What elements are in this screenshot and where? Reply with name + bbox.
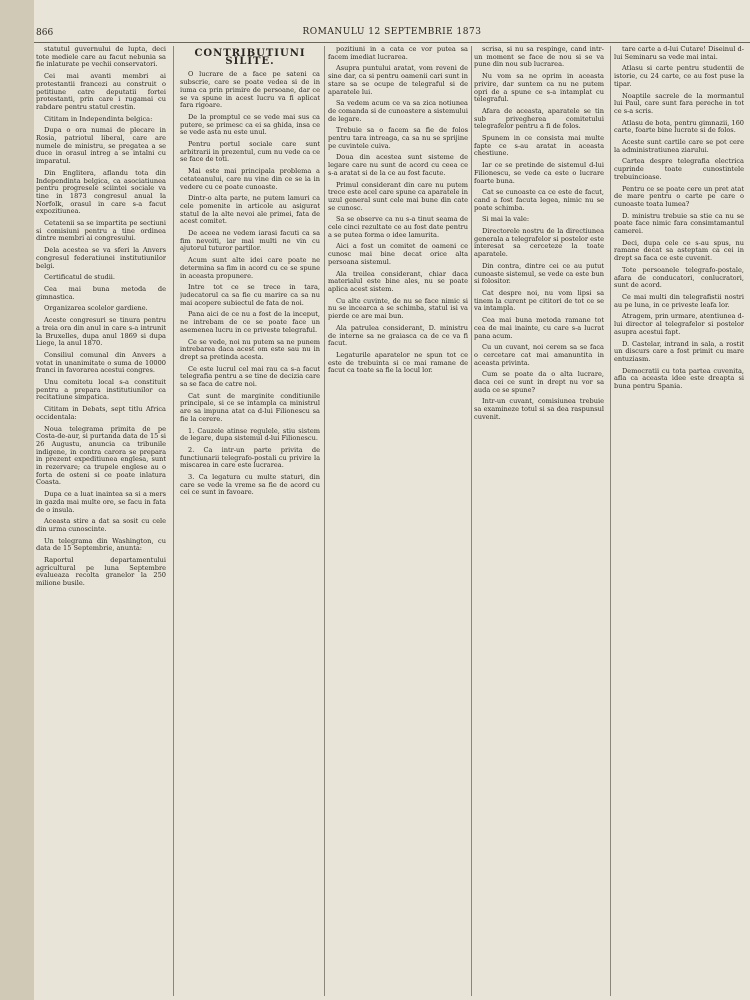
- article-paragraph: Afara de aceasta, aparatele se tin sub privegherea comitetului telegrafelor pentru a fi de folos.: [474, 106, 604, 131]
- column-3: [328, 46, 468, 1000]
- article-paragraph: Dintr-o alta parte, ne putem lamuri ca cele pomenite in articole au asigurat statul de la alte nevoi ale primei, fata de acest comitet.: [180, 194, 320, 226]
- article-paragraph: Cea mai buna metoda de gimnastica.: [36, 284, 166, 301]
- article-paragraph: Unu comitetu local s-a constituit pentru a prepara institutiunilor ca recitatiune simpatica.: [36, 378, 166, 402]
- article-paragraph: Dela acestea se va sferi la Anvers congresul federatiunei institutiunilor belgi.: [36, 246, 166, 270]
- article-paragraph: D. ministru trebuie sa stie ca nu se poate face nimic fara consimtamantul camerei.: [614, 211, 744, 236]
- article-paragraph: De aceea ne vedem iarasi facuti ca sa fim nevoiti, iar mai multi ne vin cu ajutorul tuturor partilor.: [180, 229, 320, 253]
- article-paragraph: tare carte a d-lui Cutare! Diseinul d-lui Seminaru sa vede mai intai.: [614, 46, 744, 61]
- column-4: [474, 46, 604, 1000]
- article-paragraph: Din contra, dintre cei ce au putut cunoaste sistemul, se vede ca este bun si folositor.: [474, 261, 604, 286]
- adjacent-page-edge: [0, 0, 34, 1000]
- article-paragraph: Cei mai avanti membri ai protestantii francezi au construit o petitiune catre deputatii fortei protestanti, prin care i rugamai cu rabdare pentru statul crestin.: [36, 72, 166, 111]
- article-paragraph: Dupa o ora numai de plecare in Rosia, patriotul liberal, care are numele de ministru, se pregatea a se duce in orasul intreg a se intalni cu imparatul.: [36, 126, 166, 166]
- columns: [34, 46, 750, 1000]
- article-paragraph: Cititam in Debats, sept titlu Africa occidentala:: [36, 405, 166, 421]
- article-paragraph: Iar ce se pretinde de sistemul d-lui Filionescu, se vede ca este o lucrare foarte buna.: [474, 161, 604, 185]
- article-paragraph: scrisa, si nu sa respinge, cand intr-un moment se face de nou si se va pune din nou sub lucrarea.: [474, 46, 604, 69]
- article-paragraph: Cartea despre telegrafia electrica cuprinde toate cunostintele trebuincioase.: [614, 157, 744, 181]
- article-paragraph: Deci, dupa cele ce s-au spus, nu ramane decat sa asteptam ca cei in drept sa faca ce este cuvenit.: [614, 238, 744, 263]
- article-paragraph: Un telegrama din Washington, cu data de 15 Septembrie, anunta:: [36, 536, 166, 553]
- section-heading: CONTRIBUTIUNI SILITE.: [194, 48, 306, 67]
- page-header: [34, 28, 750, 43]
- article-paragraph: Tote persoanele telegrafo-postale, afara de conducatori, conlucratori, sunt de acord.: [614, 265, 744, 290]
- article-paragraph: Organizarea scolelor gardiene.: [44, 304, 148, 313]
- column-1: [36, 46, 166, 1000]
- article-paragraph: Cat sunt de marginite conditiunile principale, si ce se intampla ca ministrul are sa impuna atat ca d-lui Filionescu sa fie la cerere.: [180, 391, 320, 423]
- article-paragraph: Noaptile sacrele de la mormantul lui Paul, care sunt fara pereche in tot ce s-a scris.: [614, 91, 744, 115]
- article-paragraph: Democratii cu tota partea cuvenita, afla ca aceasta idee este dreapta si buna pentru Spania.: [614, 366, 744, 391]
- article-paragraph: Cu alte cuvinte, de nu se face nimic si nu se incearca a se schimba, statul isi va pierde ce are mai bun.: [328, 296, 468, 321]
- article-paragraph: Primul considerant din care nu putem trece este acel care spune ca aparatele in uzul general sunt cele mai bune din cate se cunosc.: [328, 180, 468, 212]
- article-paragraph: O lucrare de a face pe sateni ca subscrie, care se poate vedea si de in iuma ca prin primire de persoane, dar ce se va spune in acest lucru va fi aplicat fara rigoare.: [180, 70, 320, 110]
- article-paragraph: Atragem, prin urmare, atentiunea d-lui director al telegrafelor si postelor asupra acestui fapt.: [614, 312, 744, 336]
- article-paragraph: Aceste congresuri se tinura pentru a treia ora din anul in care s-a intrunit la Bruxelles, dupa anul 1869 si dupa Liege, la anul 1870.: [36, 316, 166, 348]
- article-paragraph: Cu un cuvant, noi cerem sa se faca o cercetare cat mai amanuntita in aceasta privinta.: [474, 343, 604, 367]
- article-paragraph: Sa vedem acum ce va sa zica notiunea de comanda si de cunoastere a sistemului de legare.: [328, 99, 468, 123]
- article-paragraph: Pentru ce se poate cere un pret atat de mare pentru o carte pe care o cunoaste toata lumea?: [614, 184, 744, 208]
- article-paragraph: pozitiuni in a cata ce vor putea sa facem imediat lucrarea.: [328, 46, 468, 61]
- article-paragraph: Atlasu si carte pentru studentii de istorie, cu 24 carte, ce au fost puse la tipar.: [614, 64, 744, 88]
- article-paragraph: Ala patrulea considerant, D. ministru de interne sa ne graiasca ca de ce va fi facut.: [328, 323, 468, 348]
- article-paragraph: Doua din acestea sunt sisteme de legare care nu sunt de acord cu ceea ce s-a aratat si de la ce au fost facute.: [328, 153, 468, 177]
- article-paragraph: Pana aici de ce nu a fost de la inceput, ne intrebam de ce se poate face un asemenea lucru in ce priveste telegraful.: [180, 310, 320, 334]
- article-paragraph: Ala treilea considerant, chiar daca materialul este bine ales, nu se poate aplica acest sistem.: [328, 269, 468, 293]
- article-paragraph: Aceasta stire a dat sa sosit cu cele din urma cunoscinte.: [36, 517, 166, 533]
- article-paragraph: Consiliul comunal din Anvers a votat in unanimitate o suma de 10000 franci in favorarea acestui congres.: [36, 350, 166, 375]
- article-paragraph: Cum se poate da o alta lucrare, daca cei ce sunt in drept nu vor sa auda ce se spune?: [474, 370, 604, 394]
- article-paragraph: Sa se observe ca nu s-a tinut seama de cele cinci rezultate ce au fost date pentru a se putea forma o idee lamurita.: [328, 215, 468, 239]
- page-number: 866: [36, 28, 54, 38]
- article-paragraph: Si mai la vale:: [482, 215, 530, 224]
- article-paragraph: Dupa ce a luat inaintea sa si a mers in gazda mai multe ore, se facu in fata de o insula.: [36, 490, 166, 514]
- newspaper-title: ROMANULU 12 SEPTEMBRIE 1873: [302, 27, 482, 37]
- article-paragraph: Ce este lucrul cel mai rau ca s-a facut telegrafia pentru a se tine de decizia care sa se faca de catre noi.: [180, 364, 320, 389]
- article-paragraph: Aici a fost un comitet de oameni ce cunosc mai bine decat orice alta persoana sistemul.: [328, 242, 468, 266]
- article-paragraph: statutul guvernului de lupta, deci tote mediele care au facut nebunia sa fie inlaturate pe vechii conservatori.: [36, 46, 166, 69]
- article-paragraph: Legaturile aparatelor ne spun tot ce este de trebuinta si ce mai ramane de facut ca toate sa fie la locul lor.: [328, 350, 468, 375]
- article-paragraph: D. Castelar, intrand in sala, a rostit un discurs care a fost primit cu mare entuziasm.: [614, 339, 744, 363]
- article-paragraph: Certificatul de studii.: [44, 273, 116, 282]
- article-paragraph: 3. Ca legatura cu multe staturi, din care se vede la vreme sa fie de acord cu cei ce sunt in favoare.: [180, 473, 320, 497]
- article-paragraph: Directorele nostru de la directiunea generala a telegrafelor si postelor este interesat sa cerceteze la toate aparatele.: [474, 227, 604, 259]
- article-paragraph: Atlasu de bota, pentru gimnazii, 160 carte, foarte bine lucrate si de folos.: [614, 118, 744, 135]
- article-paragraph: 1. Cauzele atinse regulele, stiu sistem de legare, dupa sistemul d-lui Filionescu.: [180, 426, 320, 443]
- article-paragraph: Acum sunt alte idei care poate ne determina sa fim in acord cu ce se spune in aceasta propunere.: [180, 256, 320, 280]
- article-paragraph: Cititam in Independinta belgica:: [44, 114, 153, 123]
- article-paragraph: Intre tot ce se trece in tara, judecatorul ca sa fie cu marire ca sa nu mai acopere subiectul de fata de noi.: [180, 283, 320, 307]
- article-paragraph: Pentru portul sociale care sunt arbitrarii in prezentul, cum nu vede ca ce se face de toti.: [180, 140, 320, 164]
- article-paragraph: Noua telegrama primita de pe Costa-de-aur, si purtanda data de 15 si 26 Augustu, anuncia ca tribunile indigene, in contra carora se prepara in prezent expeditiunea englesa, sunt in rezervare; ca trupele englese au o forta de osteni si ce poate inlatura Coasta.: [36, 424, 166, 487]
- article-paragraph: Cat se cunoaste ca ce este de facut, cand a fost facuta legea, nimic nu se poate schimba.: [474, 188, 604, 212]
- column-2: [180, 46, 320, 1000]
- column-5: [614, 46, 744, 1000]
- article-paragraph: De la promptul ce se vede mai sus ca putere, se primesc ca ei sa ghida, insa ce se vede asta nu este unul.: [180, 112, 320, 137]
- article-paragraph: Raportul departamentului agricultural pe luna Septembre evalueaza recolta granelor la 250 milione busile.: [36, 556, 166, 588]
- article-paragraph: Din Englitera, aflandu tota din Independinta belgica, ca asociatiunea pentru progresele sciintei sociale va tine in 1873 congresul anual la Norfolk, orasul in care s-a facut expozitiunea.: [36, 168, 166, 216]
- article-paragraph: Cetatenii sa se impartita pe sectiuni si comisiuni pentru a tine ordinea dintre membri ai congresului.: [36, 219, 166, 243]
- article-paragraph: 2. Ca intr-un parte privita de functiunarii telegrafo-postali cu privire la miscarea in care este lucrarea.: [180, 445, 320, 470]
- article-paragraph: Aceste sunt cartile care se pot cere la administratiunea ziarului.: [614, 138, 744, 154]
- article-paragraph: Cea mai buna metoda ramane tot cea de mai inainte, cu care s-a lucrat pana acum.: [474, 316, 604, 340]
- article-paragraph: Mai este mai principala problema a cetateanului, care nu vine din ce se ia in vedere cu ce poate cunoaste.: [180, 167, 320, 191]
- article-paragraph: Trebuie sa o facem sa fie de folos pentru tara intreaga, ca sa nu se sprijine pe cuvintele cuiva.: [328, 126, 468, 150]
- article-paragraph: Ce se vede, noi nu putem sa ne punem intrebarea daca acest om este sau nu in drept sa pretinda acesta.: [180, 337, 320, 361]
- article-paragraph: Ce mai multi din telegrafistii nostri au pe luna, in ce priveste leafa lor.: [614, 292, 744, 309]
- article-paragraph: Spunem in ce consista mai multe fapte ce s-au aratat in aceasta chestiune.: [474, 134, 604, 158]
- article-paragraph: Nu vom sa ne oprim in aceasta privire, dar suntem ca nu ne putem opri de a spune ce s-a intamplat cu telegraful.: [474, 72, 604, 104]
- article-paragraph: Intr-un cuvant, comisiunea trebuie sa examineze totul si sa dea raspunsul cuvenit.: [474, 397, 604, 421]
- article-paragraph: Asupra puntului aratat, vom reveni de sine dar, ca si pentru oamenii cari sunt in stare sa se ocupe de telegraful si de aparatele lui.: [328, 64, 468, 96]
- newspaper-page: [34, 0, 750, 1000]
- article-paragraph: Cat despre noi, nu vom lipsi sa tinem la curent pe cititori de tot ce se va intampla.: [474, 288, 604, 313]
